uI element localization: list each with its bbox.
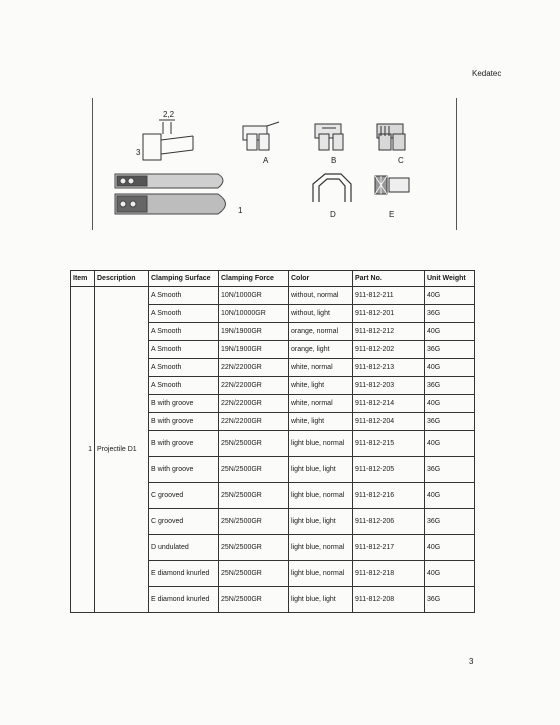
cell-clamping-force: 22N/2200GR [219, 377, 289, 395]
cell-unit-weight: 40G [425, 535, 475, 561]
table-row [71, 287, 475, 305]
cell-part-no: 911-812-206 [353, 509, 425, 535]
cell-clamping-force: 25N/2500GR [219, 535, 289, 561]
cell-part-no: 911-812-202 [353, 341, 425, 359]
surface-c-drawing [377, 124, 405, 150]
cell-clamping-surface: B with groove [149, 395, 219, 413]
surface-e-drawing [375, 176, 409, 194]
cell-unit-weight: 36G [425, 305, 475, 323]
brand-name: Kedatec [472, 69, 502, 78]
cell-part-no: 911-812-204 [353, 413, 425, 431]
cell-unit-weight: 36G [425, 509, 475, 535]
cell-clamping-force: 22N/2200GR [219, 413, 289, 431]
cell-part-no: 911-812-201 [353, 305, 425, 323]
cell-unit-weight: 36G [425, 457, 475, 483]
cell-unit-weight: 40G [425, 483, 475, 509]
header-part-no: Part No. [353, 271, 425, 287]
header-clamping-surface: Clamping Surface [149, 271, 219, 287]
cell-color: white, light [289, 413, 353, 431]
cell-color: light blue, light [289, 509, 353, 535]
cell-color: white, normal [289, 395, 353, 413]
cell-clamping-force: 25N/2500GR [219, 457, 289, 483]
parts-table [70, 270, 475, 613]
cell-clamping-surface: A Smooth [149, 359, 219, 377]
cell-clamping-surface: E diamond knurled [149, 561, 219, 587]
cell-clamping-force: 25N/2500GR [219, 483, 289, 509]
cell-clamping-surface: B with groove [149, 431, 219, 457]
figure-label-1: 1 [238, 206, 243, 215]
cell-part-no: 911-812-212 [353, 323, 425, 341]
cell-clamping-surface: B with groove [149, 413, 219, 431]
cell-clamping-force: 19N/1900GR [219, 341, 289, 359]
cell-clamping-surface: C grooved [149, 509, 219, 535]
cell-part-no: 911-812-213 [353, 359, 425, 377]
cell-color: orange, normal [289, 323, 353, 341]
surface-b-drawing [315, 124, 343, 150]
projectile-figure [92, 98, 457, 230]
header-clamping-force: Clamping Force [219, 271, 289, 287]
figure-label-b: B [331, 156, 337, 165]
cell-clamping-force: 25N/2500GR [219, 587, 289, 613]
cell-clamping-surface: D undulated [149, 535, 219, 561]
figure-label-c: C [398, 156, 404, 165]
cell-unit-weight: 40G [425, 561, 475, 587]
cell-clamping-surface: A Smooth [149, 377, 219, 395]
cell-color: orange, light [289, 341, 353, 359]
cell-clamping-force: 22N/2200GR [219, 359, 289, 377]
cell-clamping-surface: C grooved [149, 483, 219, 509]
cell-unit-weight: 36G [425, 587, 475, 613]
cell-color: light blue, light [289, 587, 353, 613]
cell-color: white, normal [289, 359, 353, 377]
cell-clamping-force: 19N/1900GR [219, 323, 289, 341]
figure-label-a: A [263, 156, 269, 165]
cell-part-no: 911-812-211 [353, 287, 425, 305]
figure-label-e: E [389, 210, 395, 219]
cell-description: Projectile D1 [95, 287, 149, 613]
cell-clamping-force: 10N/1000GR [219, 287, 289, 305]
cell-unit-weight: 40G [425, 287, 475, 305]
cell-unit-weight: 36G [425, 377, 475, 395]
cell-part-no: 911-812-215 [353, 431, 425, 457]
figure-label-d: D [330, 210, 336, 219]
header-color: Color [289, 271, 353, 287]
dimension-label-top: 2,2 [163, 110, 175, 119]
projectile-body-bottom [115, 194, 226, 214]
cell-color: light blue, light [289, 457, 353, 483]
cell-clamping-surface: B with groove [149, 457, 219, 483]
cell-color: light blue, normal [289, 483, 353, 509]
projectile-body-top [115, 174, 223, 188]
cell-color: white, light [289, 377, 353, 395]
cell-color: light blue, normal [289, 431, 353, 457]
cell-unit-weight: 40G [425, 395, 475, 413]
header-description: Description [95, 271, 149, 287]
cell-color: without, light [289, 305, 353, 323]
cell-part-no: 911-812-218 [353, 561, 425, 587]
cell-part-no: 911-812-203 [353, 377, 425, 395]
table-header-row [71, 271, 475, 287]
cell-color: light blue, normal [289, 535, 353, 561]
cell-part-no: 911-812-214 [353, 395, 425, 413]
cell-clamping-force: 25N/2500GR [219, 509, 289, 535]
page-number: 3 [469, 657, 474, 666]
cell-clamping-surface: A Smooth [149, 305, 219, 323]
cell-clamping-surface: A Smooth [149, 287, 219, 305]
cell-unit-weight: 40G [425, 431, 475, 457]
cell-unit-weight: 40G [425, 359, 475, 377]
cell-color: without, normal [289, 287, 353, 305]
cell-item: 1 [71, 287, 95, 613]
cell-clamping-surface: A Smooth [149, 323, 219, 341]
cell-clamping-surface: A Smooth [149, 341, 219, 359]
cell-clamping-force: 25N/2500GR [219, 431, 289, 457]
dimension-label-left: 3 [136, 148, 141, 157]
parts-table-container [70, 270, 475, 613]
table-body [71, 287, 475, 613]
cell-unit-weight: 36G [425, 341, 475, 359]
cell-part-no: 911-812-216 [353, 483, 425, 509]
surface-d-drawing [313, 174, 351, 202]
cell-clamping-force: 10N/10000GR [219, 305, 289, 323]
cell-color: light blue, normal [289, 561, 353, 587]
header-unit-weight: Unit Weight [425, 271, 475, 287]
surface-a-drawing [243, 122, 279, 150]
cell-clamping-force: 22N/2200GR [219, 395, 289, 413]
cell-clamping-force: 25N/2500GR [219, 561, 289, 587]
clamp-detail-drawing [143, 120, 193, 160]
cell-clamping-surface: E diamond knurled [149, 587, 219, 613]
cell-part-no: 911-812-205 [353, 457, 425, 483]
cell-unit-weight: 40G [425, 323, 475, 341]
cell-unit-weight: 36G [425, 413, 475, 431]
cell-part-no: 911-812-217 [353, 535, 425, 561]
cell-part-no: 911-812-208 [353, 587, 425, 613]
header-item: Item [71, 271, 95, 287]
